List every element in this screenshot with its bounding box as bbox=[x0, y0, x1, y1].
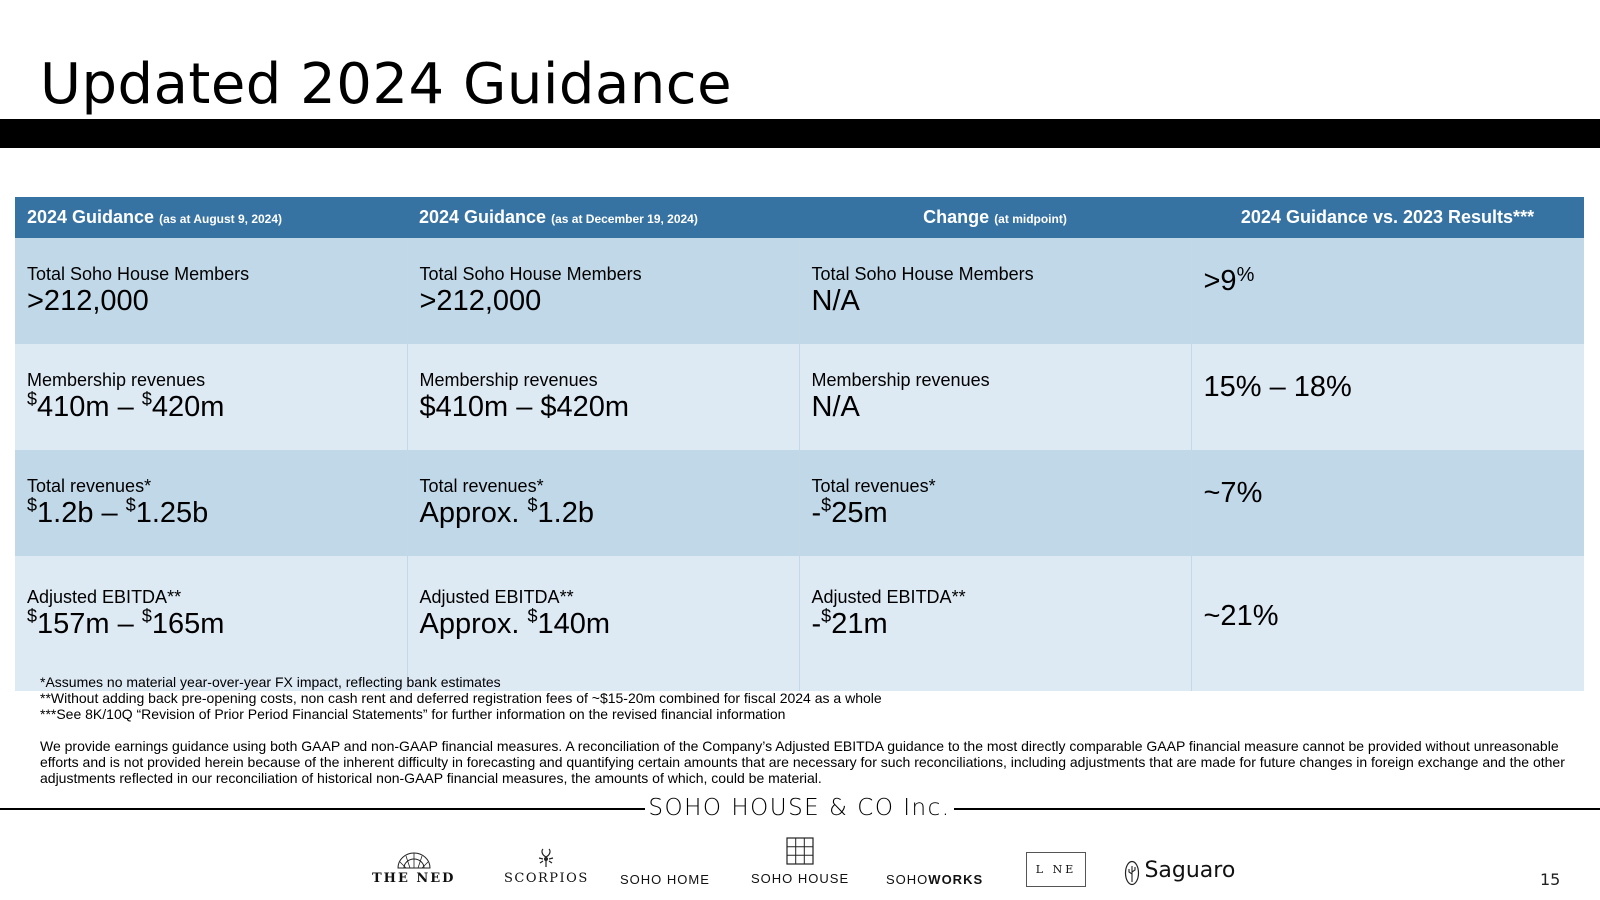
cell-change-total-revenues: Total revenues* -$25m bbox=[799, 450, 1191, 556]
cell-result-membership-revenues: 15% – 18% bbox=[1191, 344, 1584, 450]
header-change: Change (at midpoint) bbox=[799, 197, 1191, 238]
cell-result-total-revenues: ~7% bbox=[1191, 450, 1584, 556]
logo-scorpios: SCORPIOS bbox=[504, 847, 589, 887]
footnote-ebitda: **Without adding back pre-opening costs, non cash rent and deferred registration fees of ~$15-20m combined for fiscal 2024 as a whole bbox=[40, 690, 882, 706]
logo-soho-works: SOHOWORKS bbox=[886, 872, 984, 887]
cell-aug-membership-revenues: Membership revenues $410m – $420m bbox=[15, 344, 407, 450]
header-aug-guidance: 2024 Guidance (as at August 9, 2024) bbox=[15, 197, 407, 238]
cell-result-adjusted-ebitda: ~21% bbox=[1191, 556, 1584, 691]
footer-brand-name: SOHO HOUSE & CO Inc. bbox=[648, 795, 951, 821]
cell-dec-total-revenues: Total revenues* Approx. $1.2b bbox=[407, 450, 799, 556]
cell-dec-members: Total Soho House Members >212,000 bbox=[407, 238, 799, 344]
guidance-table bbox=[15, 197, 1584, 691]
footnote-fx: *Assumes no material year-over-year FX impact, reflecting bank estimates bbox=[40, 674, 501, 690]
table-row-total-revenues bbox=[15, 450, 1584, 556]
logo-the-line: L NE bbox=[1026, 852, 1086, 887]
header-vs-2023: 2024 Guidance vs. 2023 Results*** bbox=[1191, 197, 1584, 238]
logo-the-ned: THE NED bbox=[372, 851, 455, 887]
cell-change-adjusted-ebitda: Adjusted EBITDA** -$21m bbox=[799, 556, 1191, 691]
grid-window-icon bbox=[786, 837, 814, 865]
cell-change-membership-revenues: Membership revenues N/A bbox=[799, 344, 1191, 450]
slide-title: Updated 2024 Guidance bbox=[40, 52, 733, 117]
table-row-members bbox=[15, 238, 1584, 344]
cell-aug-total-revenues: Total revenues* $1.2b – $1.25b bbox=[15, 450, 407, 556]
cell-change-members: Total Soho House Members N/A bbox=[799, 238, 1191, 344]
brand-logos bbox=[0, 835, 1600, 895]
footnotes bbox=[40, 674, 1565, 786]
cell-result-members: >9% bbox=[1191, 238, 1584, 344]
dome-icon bbox=[396, 851, 432, 869]
cell-dec-adjusted-ebitda: Adjusted EBITDA** Approx. $140m bbox=[407, 556, 799, 691]
table-header-row bbox=[15, 197, 1584, 238]
logo-saguaro: Saguaro bbox=[1124, 858, 1235, 886]
footer-rule-left bbox=[0, 808, 645, 810]
header-dec-guidance: 2024 Guidance (as at December 19, 2024) bbox=[407, 197, 799, 238]
table-row-membership-revenues bbox=[15, 344, 1584, 450]
cell-aug-adjusted-ebitda: Adjusted EBITDA** $157m – $165m bbox=[15, 556, 407, 691]
cell-aug-members: Total Soho House Members >212,000 bbox=[15, 238, 407, 344]
logo-soho-house: SOHO HOUSE bbox=[751, 837, 849, 886]
gaap-disclaimer: We provide earnings guidance using both GAAP and non-GAAP financial measures. A reconciliation of the Company’s Adjusted EBITDA guidance to the most directly comparable GAAP financial measure cannot be provided without unreasonable efforts and is not provided herein because of the inherent difficulty in forecasting and quantifying certain amounts that are necessary for such reconciliations, including adjustments that are made for future changes in foreign exchange and the other adjustments reflected in our reconciliation of historical non-GAAP financial measures, the amounts of which, could be material. bbox=[40, 738, 1565, 786]
table-row-adjusted-ebitda bbox=[15, 556, 1584, 691]
footnote-revision: ***See 8K/10Q “Revision of Prior Period Financial Statements” for further information on the revised financial information bbox=[40, 706, 786, 722]
cell-dec-membership-revenues: Membership revenues $410m – $420m bbox=[407, 344, 799, 450]
scorpion-icon bbox=[537, 847, 555, 869]
footer-rule-right bbox=[954, 808, 1600, 810]
logo-soho-home: SOHO HOME bbox=[620, 872, 710, 887]
title-divider-bar bbox=[0, 119, 1600, 148]
page-number: 15 bbox=[1540, 870, 1561, 889]
cactus-icon bbox=[1124, 860, 1140, 886]
